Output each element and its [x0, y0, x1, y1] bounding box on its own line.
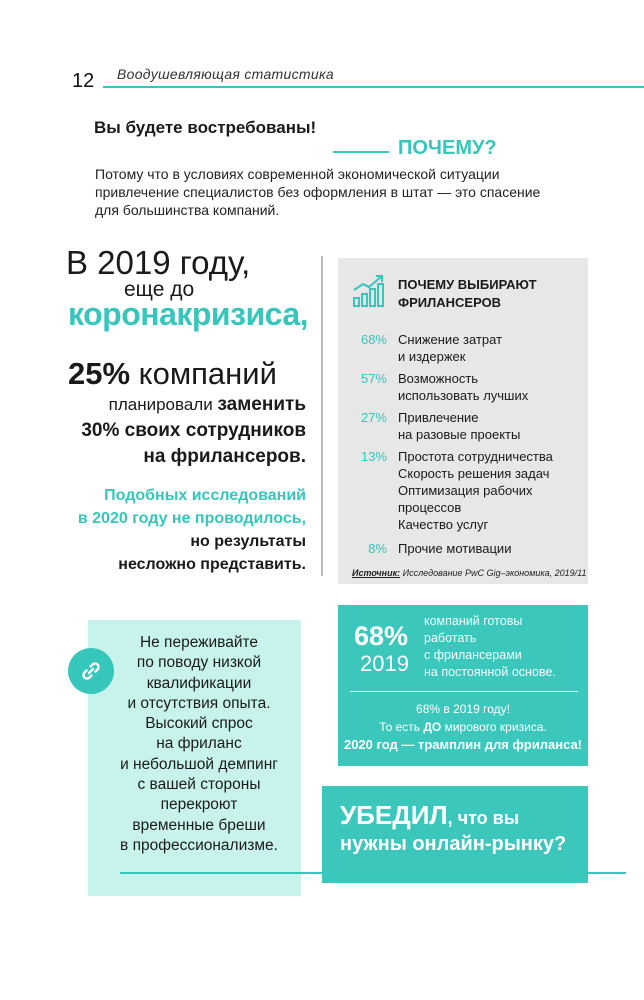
side-text-line: работать — [424, 631, 477, 645]
lead-paragraph — [95, 165, 575, 219]
advice-line: временные бреши — [132, 816, 266, 834]
advice-line: и небольшой демпинг — [120, 755, 278, 773]
convinced-line-1 — [340, 800, 519, 831]
box-lower-text — [338, 700, 588, 754]
lead-heading: Вы будете востребованы! — [94, 118, 317, 137]
big-percent: 68% — [354, 621, 409, 651]
panel-title — [398, 276, 578, 312]
reason-text: Прочие мотивации — [398, 541, 512, 556]
lower-line-2-post: мирового кризиса. — [441, 720, 547, 734]
reason-percent: 27% — [360, 410, 387, 425]
advice-line: перекроют — [160, 796, 238, 814]
why-rule — [333, 151, 389, 153]
advice-line: на фриланс — [156, 735, 242, 753]
convinced-small: , что вы — [447, 808, 520, 828]
lead-line: для большинства компаний. — [95, 202, 280, 218]
reason-label — [398, 540, 583, 557]
convinced-line-2: нужны онлайн-рынку? — [340, 833, 567, 855]
side-text-line: на постоянной основе. — [424, 665, 556, 679]
lower-line-1: 68% в 2019 году! — [416, 702, 510, 716]
plan-line-3: на фрилансеров. — [143, 446, 306, 467]
header-rule — [103, 86, 644, 88]
bottom-rule — [120, 872, 626, 874]
side-text-line: компаний готовы — [424, 614, 523, 628]
panel-title-line-1: ПОЧЕМУ ВЫБИРАЮТ — [398, 277, 537, 292]
panel-title-line-2: ФРИЛАНСЕРОВ — [398, 295, 502, 310]
reason-text: Скорость решения задач — [398, 466, 550, 481]
advice-line: по поводу низкой — [136, 654, 262, 672]
reason-label — [398, 331, 583, 365]
reason-text: Привлечение — [398, 410, 479, 425]
reason-text: Оптимизация рабочих — [398, 483, 533, 498]
lower-line-2-bold: ДО — [423, 720, 442, 734]
reason-label — [398, 409, 583, 443]
lead-line: Потому что в условиях современной экономической ситуации — [95, 166, 500, 182]
stat-68-box — [338, 605, 588, 766]
reason-text: Возможность — [398, 371, 479, 386]
vertical-divider — [321, 256, 323, 576]
research-line-4: несложно представить. — [118, 556, 306, 573]
reason-label — [398, 448, 583, 533]
source-label: Источник: — [352, 568, 401, 578]
why-heading: ПОЧЕМУ? — [398, 137, 497, 159]
advice-line: и отсутствия опыта. — [127, 694, 271, 712]
source-text: Исследование PwC Gig–экономика, 2019/11 — [402, 568, 587, 578]
advice-line: квалификации — [146, 674, 252, 692]
reason-text: использовать лучших — [398, 388, 529, 403]
advice-line: с вашей стороны — [137, 776, 261, 794]
reason-percent: 68% — [360, 332, 387, 347]
page-number: 12 — [72, 70, 95, 92]
reason-text: и издержек — [398, 349, 466, 364]
lower-line-2 — [338, 718, 588, 736]
companies-word: компаний — [138, 356, 277, 391]
companies-percent: 25% — [68, 356, 131, 391]
companies-percent-line — [68, 356, 277, 392]
reason-label — [398, 370, 583, 404]
lead-line: привлечение специалистов без оформления в штат — это спасение — [95, 184, 541, 200]
inner-rule — [350, 691, 578, 692]
reason-text: Простота сотрудничества — [398, 449, 553, 464]
reason-text: Снижение затрат — [398, 332, 503, 347]
reason-percent: 57% — [360, 371, 387, 386]
research-line-2: в 2020 году не проводилось, — [77, 510, 306, 527]
plan-plain: планировали — [108, 395, 213, 414]
growth-chart-icon — [351, 272, 387, 308]
advice-line: Не переживайте — [139, 634, 259, 651]
reason-percent: 8% — [368, 541, 387, 556]
research-line-1: Подобных исследований — [104, 487, 306, 504]
crisis-line: коронакризиса, — [68, 296, 309, 332]
reason-text: на разовые проекты — [398, 427, 521, 442]
advice-text — [104, 633, 294, 856]
before-line: еще до — [124, 278, 195, 301]
research-block — [40, 484, 306, 576]
advice-line: Высокий спрос — [145, 715, 253, 733]
reason-text: Качество услуг — [398, 517, 489, 532]
running-title: Воодушевляющая статистика — [117, 66, 334, 82]
research-line-3: но результаты — [190, 533, 306, 550]
reason-percent: 13% — [360, 449, 387, 464]
plan-bold: заменить — [217, 394, 306, 415]
reason-text: процессов — [398, 500, 462, 515]
year-line: В 2019 году, — [66, 244, 251, 281]
big-year: 2019 — [360, 651, 409, 676]
plan-block — [40, 392, 306, 470]
source-line — [352, 568, 588, 578]
plan-line-1 — [40, 392, 306, 418]
lower-line-3: 2020 год — трамплин для фриланса! — [343, 737, 583, 752]
side-text-line: с фрилансерами — [424, 648, 522, 662]
plan-line-2: 30% своих сотрудников — [81, 420, 306, 441]
advice-line: в профессионализме. — [120, 836, 278, 854]
lower-line-2-pre: То есть — [379, 720, 424, 734]
side-text — [424, 613, 584, 681]
convinced-big: УБЕДИЛ — [340, 800, 448, 830]
